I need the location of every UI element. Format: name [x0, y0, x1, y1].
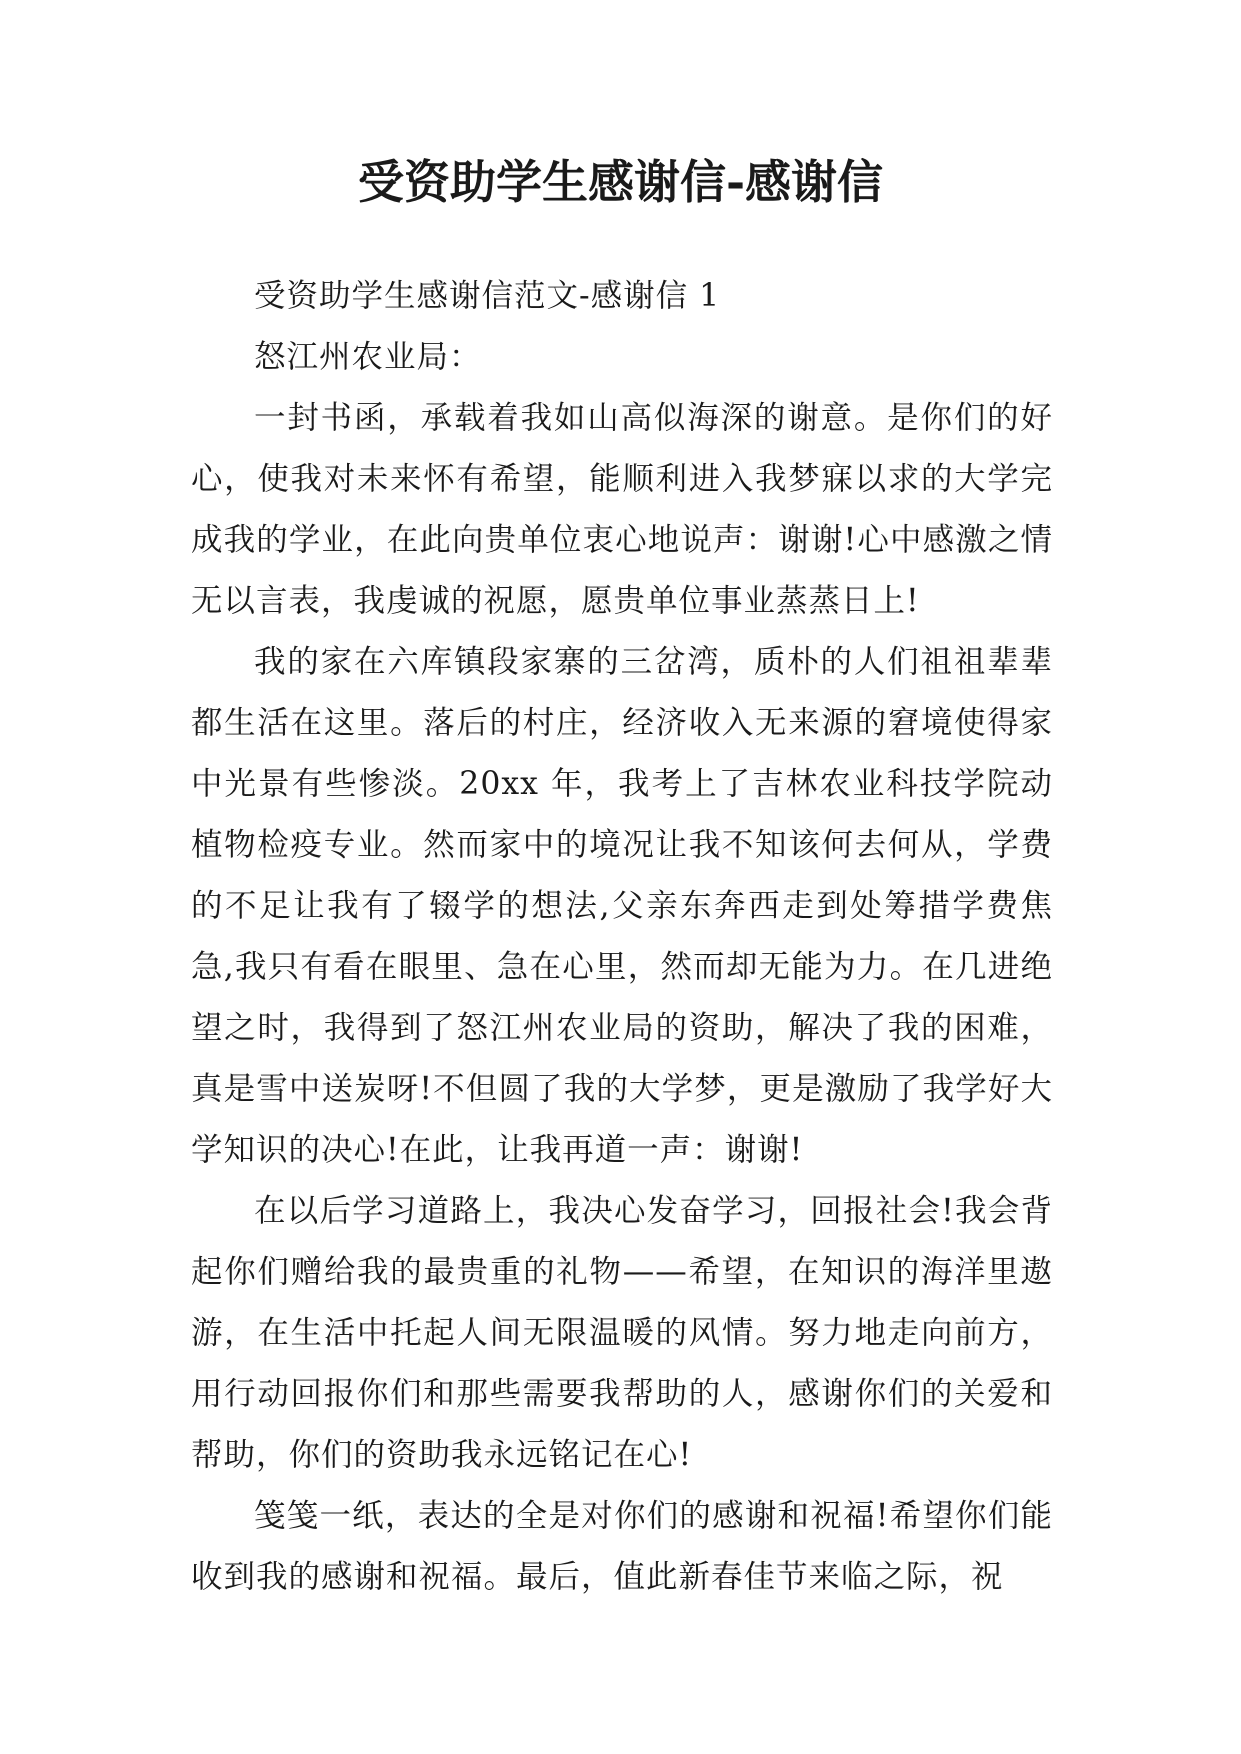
document-body [191, 266, 1053, 1608]
body-paragraph: 我的家在六库镇段家寨的三岔湾，质朴的人们祖祖辈辈都生活在这里。落后的村庄，经济收入无来源的窘境使得家中光景有些惨淡。20xx 年，我考上了吉林农业科技学院动植物检疫专业。然而家中的境况让我不知该何去何从，学费的不足让我有了辍学的想法,父亲东奔西走到处筹措学费焦急,我只有看在眼里、急在心里，然而却无能为力。在几进绝望之时，我得到了怒江州农业局的资助，解决了我的困难，真是雪中送炭呀!不但圆了我的大学梦，更是激励了我学好大学知识的决心!在此，让我再道一声：谢谢! [191, 644, 1053, 1168]
body-paragraph: 一封书函，承载着我如山高似海深的谢意。是你们的好心，使我对未来怀有希望，能顺利进入我梦寐以求的大学完成我的学业，在此向贵单位衷心地说声：谢谢!心中感激之情无以言表，我虔诚的祝愿，愿贵单位事业蒸蒸日上! [191, 400, 1053, 619]
letter-heading: 受资助学生感谢信范文-感谢信 1 [254, 278, 721, 314]
body-paragraph: 笺笺一纸，表达的全是对你们的感谢和祝福!希望你们能收到我的感谢和祝福。最后，值此新春佳节来临之际，祝 [191, 1498, 1053, 1595]
body-paragraph: 在以后学习道路上，我决心发奋学习，回报社会!我会背起你们赠给我的最贵重的礼物——希望，在知识的海洋里遨游，在生活中托起人间无限温暖的风情。努力地走向前方，用行动回报你们和那些需要我帮助的人，感谢你们的关爱和帮助，你们的资助我永远铭记在心! [191, 1193, 1053, 1473]
document-title: 受资助学生感谢信-感谢信 [357, 155, 884, 209]
letter-salutation: 怒江州农业局： [254, 339, 482, 375]
